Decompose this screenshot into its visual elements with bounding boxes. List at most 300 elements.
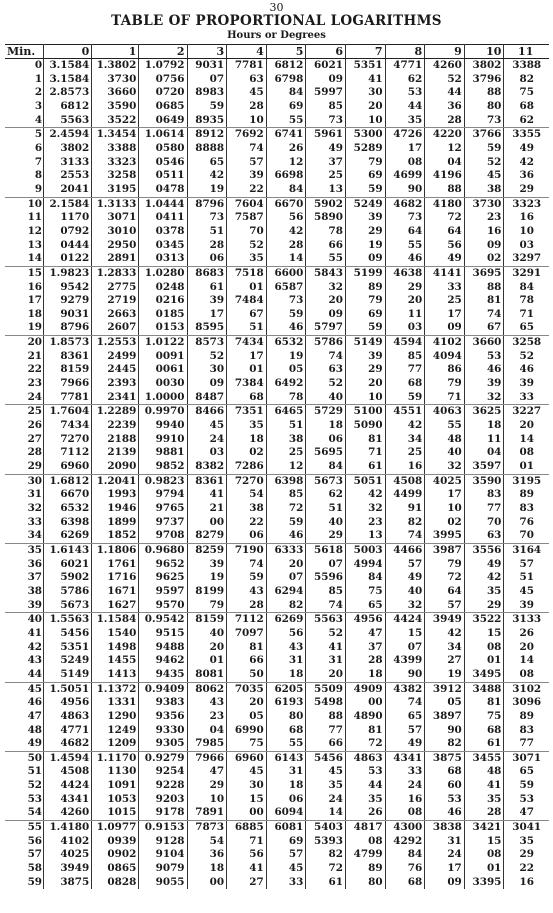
table-cell: 9488 xyxy=(139,641,187,655)
table-cell: 50 xyxy=(227,668,267,682)
table-cell: 65 xyxy=(187,156,227,170)
table-cell: 5509 xyxy=(306,682,346,696)
table-cell: 4956 xyxy=(345,613,385,627)
table-cell: 35 xyxy=(227,252,267,266)
table-cell: 5618 xyxy=(306,543,346,557)
table-cell: 46 xyxy=(425,806,465,820)
table-cell: 18 xyxy=(345,668,385,682)
table-cell: 74 xyxy=(385,696,425,710)
table-cell: 18 xyxy=(464,419,504,433)
table-cell: 0.9409 xyxy=(139,682,187,696)
minute-cell: 39 xyxy=(5,599,44,613)
table-row xyxy=(5,446,549,460)
table-row xyxy=(5,710,549,724)
table-cell: 11 xyxy=(464,433,504,447)
table-cell: 45 xyxy=(227,86,267,100)
table-cell: 01 xyxy=(187,654,227,668)
table-cell: 57 xyxy=(385,724,425,738)
table-cell: 77 xyxy=(306,724,346,738)
table-cell: 2.4594 xyxy=(44,128,92,142)
minute-cell: 56 xyxy=(5,835,44,849)
table-cell: 31 xyxy=(425,835,465,849)
table-cell: 55 xyxy=(306,252,346,266)
table-cell: 6885 xyxy=(227,821,267,835)
table-cell: 0.9970 xyxy=(139,405,187,419)
minute-cell: 59 xyxy=(5,876,44,890)
table-row xyxy=(5,529,549,543)
minute-cell: 31 xyxy=(5,488,44,502)
table-cell: 38 xyxy=(227,502,267,516)
table-cell: 8888 xyxy=(187,142,227,156)
table-cell: 2553 xyxy=(44,169,92,183)
table-cell: 00 xyxy=(345,696,385,710)
table-cell: 1.3454 xyxy=(92,128,139,142)
table-cell: 1091 xyxy=(92,779,139,793)
table-cell: 35 xyxy=(306,779,346,793)
table-cell: 29 xyxy=(504,183,549,197)
table-cell: 7112 xyxy=(44,446,92,460)
table-cell: 1.6143 xyxy=(44,543,92,557)
table-cell: 0444 xyxy=(44,239,92,253)
table-cell: 2719 xyxy=(92,294,139,308)
table-cell: 0345 xyxy=(139,239,187,253)
table-cell: 9708 xyxy=(139,529,187,543)
table-cell: 09 xyxy=(464,239,504,253)
table-cell: 34 xyxy=(425,641,465,655)
table-cell: 81 xyxy=(345,433,385,447)
table-cell: 2499 xyxy=(92,350,139,364)
table-cell: 29 xyxy=(519,848,534,861)
minute-cell: 5 xyxy=(5,128,44,142)
minute-cell: 11 xyxy=(5,211,44,225)
table-cell: 2041 xyxy=(44,183,92,197)
table-cell: 08 xyxy=(345,835,385,849)
table-row xyxy=(5,156,549,170)
table-cell: 3355 xyxy=(512,128,542,141)
table-cell: 12 xyxy=(266,460,306,474)
table-cell: 28 xyxy=(187,239,227,253)
table-cell: 9254 xyxy=(139,765,187,779)
minute-cell: 47 xyxy=(5,710,44,724)
table-cell: 55 xyxy=(266,114,306,128)
table-row xyxy=(5,321,549,335)
table-cell: 57 xyxy=(519,557,534,570)
table-cell: 3195 xyxy=(92,183,139,197)
table-cell: 19 xyxy=(266,350,306,364)
table-cell: 15 xyxy=(464,627,504,641)
table-cell: 1.0444 xyxy=(139,197,187,211)
minute-cell: 55 xyxy=(5,821,44,835)
table-cell: 17 xyxy=(227,350,267,364)
table-cell: 9625 xyxy=(139,571,187,585)
table-cell: 5199 xyxy=(345,266,385,280)
table-cell: 32 xyxy=(464,391,504,405)
minute-cell: 1 xyxy=(5,73,44,87)
table-cell: 71 xyxy=(227,835,267,849)
minute-cell: 50 xyxy=(5,751,44,765)
table-cell: 0.9153 xyxy=(139,821,187,835)
table-cell: 35 xyxy=(464,793,504,807)
table-cell: 3625 xyxy=(464,405,504,419)
table-cell: 63 xyxy=(464,529,504,543)
minute-cell: 6 xyxy=(5,142,44,156)
table-cell: 29 xyxy=(187,779,227,793)
table-cell: 4994 xyxy=(345,558,385,572)
minute-cell: 24 xyxy=(5,391,44,405)
table-cell: 6741 xyxy=(266,128,306,142)
table-row xyxy=(5,737,549,751)
page-number: 30 xyxy=(269,1,284,14)
minute-cell: 16 xyxy=(5,281,44,295)
table-cell: 3522 xyxy=(464,613,504,627)
table-cell: 89 xyxy=(345,862,385,876)
table-cell: 74 xyxy=(464,308,504,322)
table-cell: 67 xyxy=(227,308,267,322)
table-cell: 14 xyxy=(519,432,534,445)
table-cell: 35 xyxy=(519,834,534,847)
table-cell: 5890 xyxy=(306,211,346,225)
table-cell: 7351 xyxy=(227,405,267,419)
table-row xyxy=(5,751,549,765)
table-cell: 7985 xyxy=(187,737,227,751)
table-cell: 1716 xyxy=(92,571,139,585)
table-cell: 23 xyxy=(187,710,227,724)
table-cell: 11 xyxy=(385,308,425,322)
table-cell: 70 xyxy=(464,516,504,530)
table-row xyxy=(5,308,549,322)
table-cell: 48 xyxy=(425,433,465,447)
table-cell: 7434 xyxy=(227,336,267,350)
table-cell: 1.0614 xyxy=(139,128,187,142)
table-cell: 3995 xyxy=(425,529,465,543)
table-cell: 80 xyxy=(345,876,385,890)
table-cell: 36 xyxy=(187,848,227,862)
table-cell: 5351 xyxy=(44,641,92,655)
minute-cell: 22 xyxy=(5,363,44,377)
table-cell: 71 xyxy=(425,391,465,405)
table-cell: 41 xyxy=(464,779,504,793)
table-cell: 62 xyxy=(504,114,549,128)
table-cell: 3010 xyxy=(92,225,139,239)
table-cell: 59 xyxy=(464,142,504,156)
table-cell: 9570 xyxy=(139,599,187,613)
minute-cell: 48 xyxy=(5,724,44,738)
table-cell: 4499 xyxy=(385,488,425,502)
table-cell: 42 xyxy=(345,488,385,502)
table-cell: 89 xyxy=(519,709,534,722)
table-cell: 9515 xyxy=(139,627,187,641)
table-cell: 29 xyxy=(464,599,504,613)
table-cell: 6600 xyxy=(266,266,306,280)
table-cell: 47 xyxy=(345,627,385,641)
table-cell: 52 xyxy=(519,349,534,362)
table-cell: 41 xyxy=(187,488,227,502)
table-cell: 5563 xyxy=(44,114,92,128)
table-cell: 38 xyxy=(266,433,306,447)
table-cell: 6587 xyxy=(266,281,306,295)
table-cell: 4300 xyxy=(385,821,425,835)
table-cell: 39 xyxy=(187,294,227,308)
table-row xyxy=(5,668,549,682)
table-cell: 05 xyxy=(425,696,465,710)
table-cell: 49 xyxy=(519,141,534,154)
minute-cell: 3 xyxy=(5,100,44,114)
table-cell: 03 xyxy=(385,321,425,335)
table-row xyxy=(5,197,549,211)
table-cell: 01 xyxy=(504,460,549,474)
table-cell: 6532 xyxy=(44,502,92,516)
table-cell: 3388 xyxy=(512,59,542,71)
table-cell: 8279 xyxy=(187,529,227,543)
table-row xyxy=(5,793,549,807)
table-row xyxy=(5,599,549,613)
table-cell: 26 xyxy=(266,142,306,156)
table-cell: 32 xyxy=(385,599,425,613)
table-cell: 25 xyxy=(385,446,425,460)
table-cell: 26 xyxy=(345,806,385,820)
table-cell: 69 xyxy=(345,169,385,183)
table-cell: 0939 xyxy=(92,835,139,849)
table-row xyxy=(5,848,549,862)
header-hours-3: 3 xyxy=(187,45,227,59)
table-cell: 5456 xyxy=(44,627,92,641)
table-cell: 8595 xyxy=(187,321,227,335)
table-cell: 5563 xyxy=(306,613,346,627)
table-cell: 1209 xyxy=(92,737,139,751)
table-row xyxy=(5,779,549,793)
table-cell: 6492 xyxy=(266,377,306,391)
table-row xyxy=(5,377,549,391)
table-cell: 1455 xyxy=(92,654,139,668)
table-cell: 17 xyxy=(425,488,465,502)
table-row xyxy=(5,391,549,405)
table-cell: 5729 xyxy=(306,405,346,419)
table-cell: 42 xyxy=(187,169,227,183)
table-cell: 59 xyxy=(266,516,306,530)
table-cell: 35 xyxy=(227,419,267,433)
table-cell: 25 xyxy=(425,294,465,308)
table-cell: 5673 xyxy=(306,474,346,488)
table-cell: 7190 xyxy=(227,543,267,557)
table-cell: 4220 xyxy=(425,128,465,142)
table-cell: 6143 xyxy=(266,751,306,765)
table-cell: 68 xyxy=(385,876,425,890)
minute-cell: 42 xyxy=(5,641,44,655)
table-cell: 46 xyxy=(464,363,504,377)
table-cell: 57 xyxy=(425,599,465,613)
table-cell: 85 xyxy=(385,350,425,364)
table-cell: 7270 xyxy=(227,474,267,488)
table-cell: 03 xyxy=(187,446,227,460)
table-cell: 6990 xyxy=(227,724,267,738)
table-cell: 0720 xyxy=(139,86,187,100)
table-cell: 4594 xyxy=(385,336,425,350)
table-cell: 72 xyxy=(345,737,385,751)
table-cell: 02 xyxy=(425,516,465,530)
table-cell: 7518 xyxy=(227,266,267,280)
table-cell: 76 xyxy=(519,515,534,528)
table-cell: 38 xyxy=(464,183,504,197)
table-row xyxy=(5,169,549,183)
table-cell: 61 xyxy=(187,281,227,295)
table-cell: 8487 xyxy=(187,391,227,405)
table-cell: 22 xyxy=(227,183,267,197)
table-cell: 20 xyxy=(187,641,227,655)
table-cell: 60 xyxy=(425,779,465,793)
table-cell: 7270 xyxy=(44,433,92,447)
table-cell: 90 xyxy=(425,724,465,738)
table-row xyxy=(5,419,549,433)
table-cell: 1.1584 xyxy=(92,613,139,627)
table-cell: 4682 xyxy=(44,737,92,751)
table-cell: 23 xyxy=(345,516,385,530)
table-cell: 07 xyxy=(187,73,227,87)
table-cell: 2239 xyxy=(92,419,139,433)
table-cell: 52 xyxy=(306,627,346,641)
table-cell: 8361 xyxy=(44,350,92,364)
table-cell: 62 xyxy=(306,488,346,502)
table-cell: 59 xyxy=(187,100,227,114)
table-cell: 5249 xyxy=(44,654,92,668)
table-row xyxy=(5,558,549,572)
table-cell: 06 xyxy=(187,252,227,266)
table-cell: 4909 xyxy=(345,682,385,696)
minute-cell: 2 xyxy=(5,86,44,100)
table-cell: 53 xyxy=(519,792,534,805)
table-cell: 3875 xyxy=(44,876,92,890)
table-cell: 85 xyxy=(306,585,346,599)
table-cell: 1.6812 xyxy=(44,474,92,488)
table-cell: 63 xyxy=(306,363,346,377)
table-cell: 5149 xyxy=(44,668,92,682)
table-cell: 4399 xyxy=(385,654,425,668)
table-cell: 06 xyxy=(266,793,306,807)
table-cell: 83 xyxy=(519,723,534,736)
table-cell: 1170 xyxy=(44,211,92,225)
table-cell: 3102 xyxy=(512,682,542,695)
table-cell: 24 xyxy=(187,433,227,447)
table-cell: 2393 xyxy=(92,377,139,391)
table-cell: 64 xyxy=(425,585,465,599)
table-row xyxy=(5,543,549,557)
minute-cell: 33 xyxy=(5,516,44,530)
table-cell: 1.0792 xyxy=(139,59,187,73)
table-cell: 52 xyxy=(425,73,465,87)
table-cell: 9128 xyxy=(139,835,187,849)
table-cell: 33 xyxy=(266,876,306,890)
table-cell: 9305 xyxy=(139,737,187,751)
table-cell: 21 xyxy=(187,502,227,516)
table-cell: 9940 xyxy=(139,419,187,433)
table-cell: 72 xyxy=(306,862,346,876)
table-row xyxy=(5,183,549,197)
table-cell: 8466 xyxy=(187,405,227,419)
table-cell: 46 xyxy=(519,363,534,376)
header-hours-4: 4 xyxy=(227,45,267,59)
table-row xyxy=(5,460,549,474)
table-cell: 77 xyxy=(385,363,425,377)
table-cell: 43 xyxy=(266,641,306,655)
table-cell: 6398 xyxy=(44,516,92,530)
minute-cell: 44 xyxy=(5,668,44,682)
table-cell: 67 xyxy=(464,321,504,335)
table-cell: 4863 xyxy=(345,751,385,765)
table-cell: 32 xyxy=(425,460,465,474)
table-row xyxy=(5,474,549,488)
table-cell: 44 xyxy=(425,86,465,100)
table-cell: 9597 xyxy=(139,585,187,599)
table-cell: 5797 xyxy=(306,321,346,335)
table-row xyxy=(5,502,549,516)
table-cell: 40 xyxy=(425,446,465,460)
table-cell: 65 xyxy=(504,321,549,335)
header-hours-7: 7 xyxy=(345,45,385,59)
table-cell: 56 xyxy=(266,627,306,641)
table-cell: 56 xyxy=(227,848,267,862)
table-cell: 91 xyxy=(385,502,425,516)
table-cell: 10 xyxy=(345,391,385,405)
table-cell: 5673 xyxy=(44,599,92,613)
table-cell: 23 xyxy=(464,211,504,225)
table-cell: 15 xyxy=(464,835,504,849)
table-cell: 48 xyxy=(464,765,504,779)
table-cell: 20 xyxy=(306,668,346,682)
table-cell: 20 xyxy=(345,377,385,391)
table-cell: 4341 xyxy=(44,793,92,807)
minute-cell: 38 xyxy=(5,585,44,599)
table-cell: 20 xyxy=(385,294,425,308)
table-cell: 16 xyxy=(519,875,534,888)
table-cell: 42 xyxy=(519,155,534,168)
table-cell: 01 xyxy=(464,862,504,876)
table-cell: 18 xyxy=(187,862,227,876)
table-cell: 3897 xyxy=(425,710,465,724)
table-cell: 39 xyxy=(345,211,385,225)
table-cell: 84 xyxy=(345,571,385,585)
table-cell: 3802 xyxy=(464,59,504,73)
minute-cell: 8 xyxy=(5,169,44,183)
table-cell: 46 xyxy=(266,529,306,543)
table-cell: 1.0977 xyxy=(92,821,139,835)
minute-cell: 20 xyxy=(5,336,44,350)
table-cell: 45 xyxy=(227,765,267,779)
table-cell: 22 xyxy=(519,862,534,875)
table-cell: 4260 xyxy=(44,806,92,820)
table-cell: 45 xyxy=(266,862,306,876)
table-cell: 0030 xyxy=(139,377,187,391)
table-cell: 1.3802 xyxy=(92,59,139,73)
table-cell: 1.4180 xyxy=(44,821,92,835)
table-cell: 02 xyxy=(464,252,504,266)
table-cell: 44 xyxy=(345,779,385,793)
table-cell: 51 xyxy=(519,571,534,584)
table-cell: 56 xyxy=(425,239,465,253)
table-cell: 08 xyxy=(519,446,534,459)
table-cell: 4771 xyxy=(385,59,425,73)
proportional-log-table-container xyxy=(5,44,549,889)
table-cell: 55 xyxy=(266,737,306,751)
table-cell: 43 xyxy=(187,696,227,710)
table-cell: 84 xyxy=(385,848,425,862)
table-cell: 74 xyxy=(227,142,267,156)
minute-cell: 0 xyxy=(5,59,44,73)
table-cell: 5902 xyxy=(44,571,92,585)
table-cell: 53 xyxy=(345,765,385,779)
table-cell: 08 xyxy=(464,641,504,655)
header-hours-5: 5 xyxy=(266,45,306,59)
minute-cell: 7 xyxy=(5,156,44,170)
table-cell: 88 xyxy=(464,86,504,100)
